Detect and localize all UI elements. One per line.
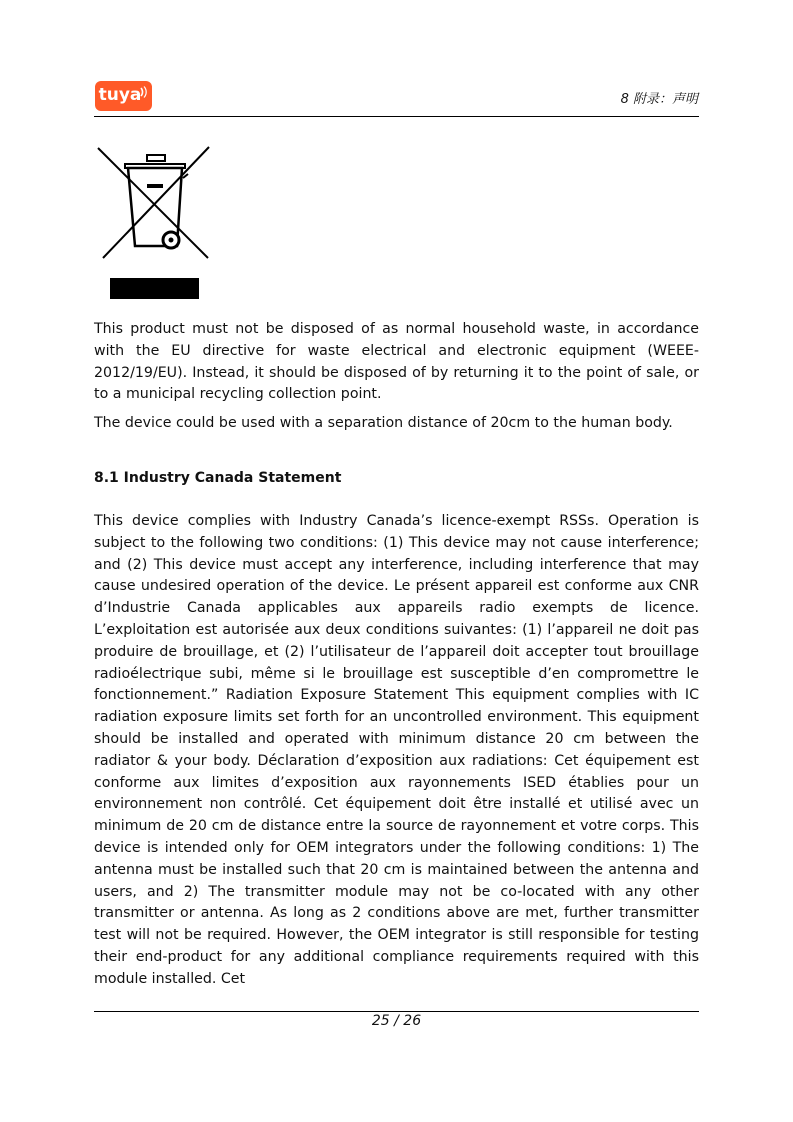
crossed-out-wheelie-bin-icon	[95, 144, 215, 302]
header-section-title: 8 附录：声明	[620, 92, 698, 107]
page-number: 25 / 26	[371, 1013, 422, 1029]
header-rule	[94, 116, 699, 117]
footer-rule	[94, 1011, 699, 1012]
separation-distance-paragraph: The device could be used with a separation distance of 20cm to the human body.	[94, 415, 673, 431]
logo-text: tuya	[98, 85, 142, 105]
weee-disposal-paragraph: This product must not be disposed of as normal household waste, in accordance with the EU directive for waste electrical and electronic equipment (WEEE-2012/19/EU). Instead, it should be disposed of by returning it to the point of sale, or to a municipal recycling collection point.	[94, 321, 699, 403]
tuya-logo	[95, 81, 152, 111]
section-heading: 8.1 Industry Canada Statement	[94, 470, 342, 486]
logo-arc-icon	[139, 86, 149, 98]
industry-canada-paragraph: This device complies with Industry Canada’s licence-exempt RSSs. Operation is subject to the following two conditions: (1) This device may not cause interference; and (2) This device must accept any interference, including interference that may cause undesired operation of the device. Le présent appareil est conforme aux CNR d’Industrie Canada applicables aux appareils radio exempts de licence. L’exploitation est autorisée aux deux conditions suivantes: (1) l’appareil ne doit pas produire de brouillage, et (2) l’utilisateur de l’appareil doit accepter tout brouillage radioélectrique subi, même si le brouillage est susceptible d’en compromettre le fonctionnement.” Radiation Exposure Statement This equipment complies with IC radiation exposure limits set forth for an uncontrolled environment. This equipment should be installed and operated with minimum distance 20 cm between the radiator & your body. Déclaration d’exposition aux radiations: Cet équipement est conforme aux limites d’exposition aux rayonnements ISED établies pour un environnement non contrôlé. Cet équipement doit être installé et utilisé avec un minimum de 20 cm de distance entre la source de rayonnement et votre corps. This device is intended only for OEM integrators under the following conditions: 1) The antenna must be installed such that 20 cm is maintained between the antenna and users, and 2) The transmitter module may not be co-located with any other transmitter or antenna. As long as 2 conditions above are met, further transmitter test will not be required. However, the OEM integrator is still responsible for testing their end-product for any additional compliance requirements required with this module installed. Cet	[94, 513, 699, 987]
